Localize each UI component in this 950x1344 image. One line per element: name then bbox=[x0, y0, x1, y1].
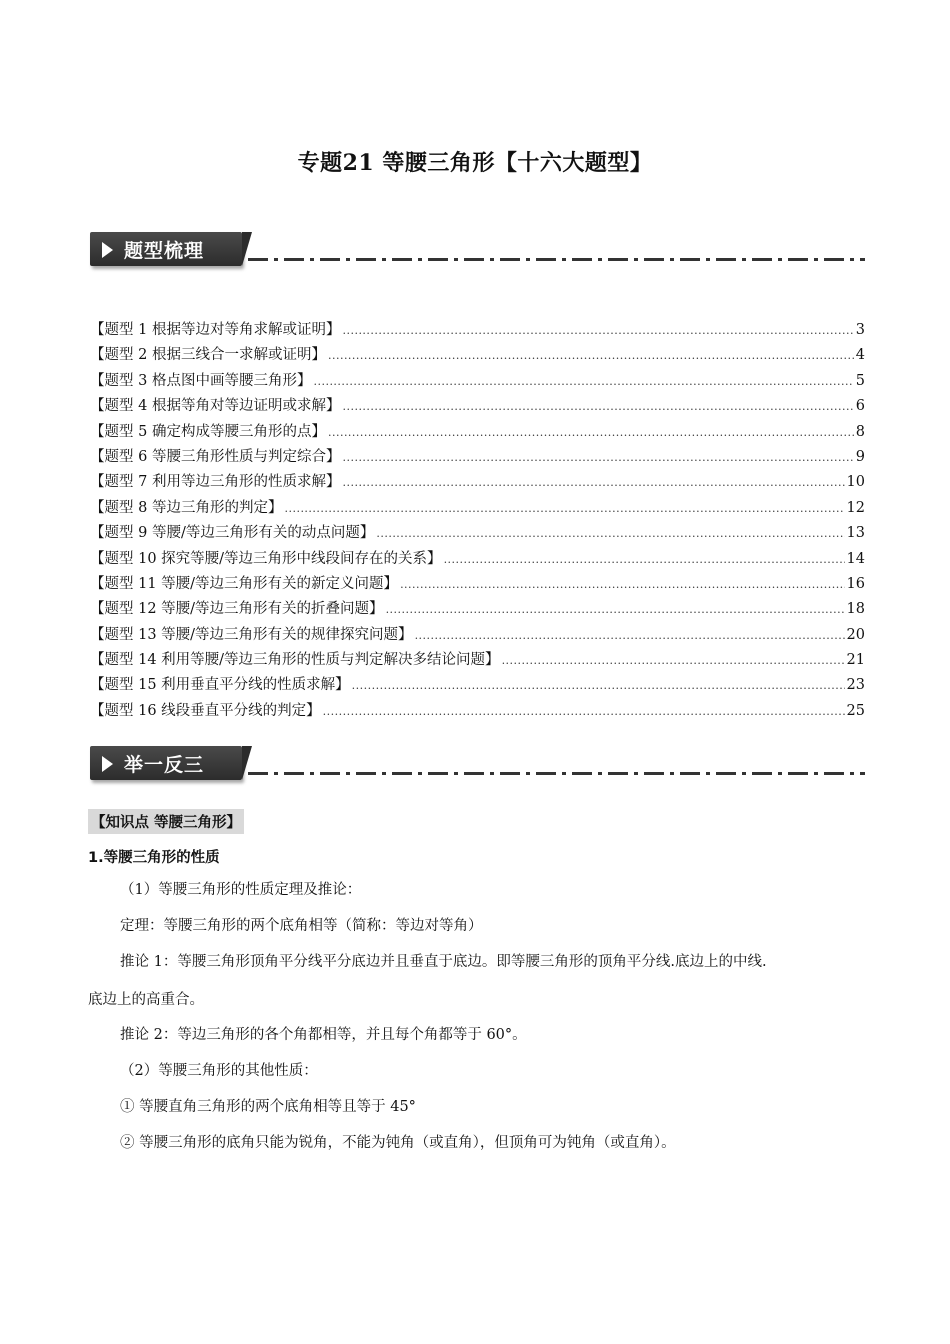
table-of-contents bbox=[90, 318, 865, 724]
toc-entry[interactable]: 【题型 8 等边三角形的判定】 ..... 12 bbox=[90, 496, 865, 521]
paragraph: （2）等腰三角形的其他性质： bbox=[120, 1063, 318, 1079]
paragraph: ② 等腰三角形的底角只能为锐角，不能为钝角（或直角），但顶角可为钝角（或直角）。 bbox=[120, 1135, 676, 1151]
toc-entry[interactable]: 【题型 14 利用等腰/等边三角形的性质与判定解决多结论问题】 ..... 21 bbox=[90, 648, 865, 673]
knowledge-point-label: 【知识点 等腰三角形】 bbox=[88, 809, 244, 834]
paragraph: 定理：等腰三角形的两个底角相等（简称：等边对等角） bbox=[120, 918, 483, 934]
toc-entry[interactable]: 【题型 1 根据等边对等角求解或证明】 ..... 3 bbox=[90, 318, 865, 343]
toc-entry[interactable]: 【题型 12 等腰/等边三角形有关的折叠问题】 ..... 18 bbox=[90, 597, 865, 622]
paragraph: 推论 1：等腰三角形顶角平分线平分底边并且垂直于底边。即等腰三角形的顶角平分线.底边上的中线. bbox=[120, 954, 767, 970]
paragraph: 底边上的高重合。 bbox=[88, 992, 204, 1008]
paragraph: （1）等腰三角形的性质定理及推论： bbox=[120, 882, 362, 898]
banner-tab bbox=[90, 746, 242, 780]
toc-entry[interactable]: 【题型 16 线段垂直平分线的判定】 ..... 25 bbox=[90, 699, 865, 724]
play-triangle-icon bbox=[102, 242, 113, 258]
banner-tab bbox=[90, 232, 242, 266]
toc-entry[interactable]: 【题型 11 等腰/等边三角形有关的新定义问题】 ..... 16 bbox=[90, 572, 865, 597]
section-heading: 1.等腰三角形的性质 bbox=[88, 850, 220, 866]
section-banner-examples bbox=[90, 746, 865, 784]
toc-entry[interactable]: 【题型 5 确定构成等腰三角形的点】 ..... 8 bbox=[90, 420, 865, 445]
play-triangle-icon bbox=[102, 756, 113, 772]
page-title: 专题21 等腰三角形【十六大题型】 bbox=[297, 150, 653, 176]
toc-entry[interactable]: 【题型 2 根据三线合一求解或证明】 ..... 4 bbox=[90, 343, 865, 368]
toc-entry[interactable]: 【题型 4 根据等角对等边证明或求解】 ..... 6 bbox=[90, 394, 865, 419]
toc-entry[interactable]: 【题型 9 等腰/等边三角形有关的动点问题】 ..... 13 bbox=[90, 521, 865, 546]
toc-entry[interactable]: 【题型 13 等腰/等边三角形有关的规律探究问题】 ..... 20 bbox=[90, 623, 865, 648]
toc-entry[interactable]: 【题型 7 利用等边三角形的性质求解】 ..... 10 bbox=[90, 470, 865, 495]
paragraph: 推论 2：等边三角形的各个角都相等，并且每个角都等于 60°。 bbox=[120, 1027, 527, 1043]
toc-entry[interactable]: 【题型 3 格点图中画等腰三角形】 ..... 5 bbox=[90, 369, 865, 394]
dashed-divider bbox=[248, 772, 865, 775]
paragraph: ① 等腰直角三角形的两个底角相等且等于 45° bbox=[120, 1099, 416, 1115]
toc-entry[interactable]: 【题型 10 探究等腰/等边三角形中线段间存在的关系】 ..... 14 bbox=[90, 547, 865, 572]
section-banner-question-types bbox=[90, 232, 865, 270]
toc-entry[interactable]: 【题型 6 等腰三角形性质与判定综合】 ..... 9 bbox=[90, 445, 865, 470]
banner-label: 题型梳理 bbox=[124, 240, 205, 262]
banner-label: 举一反三 bbox=[124, 754, 205, 776]
toc-entry[interactable]: 【题型 15 利用垂直平分线的性质求解】 ..... 23 bbox=[90, 673, 865, 698]
dashed-divider bbox=[248, 258, 865, 261]
